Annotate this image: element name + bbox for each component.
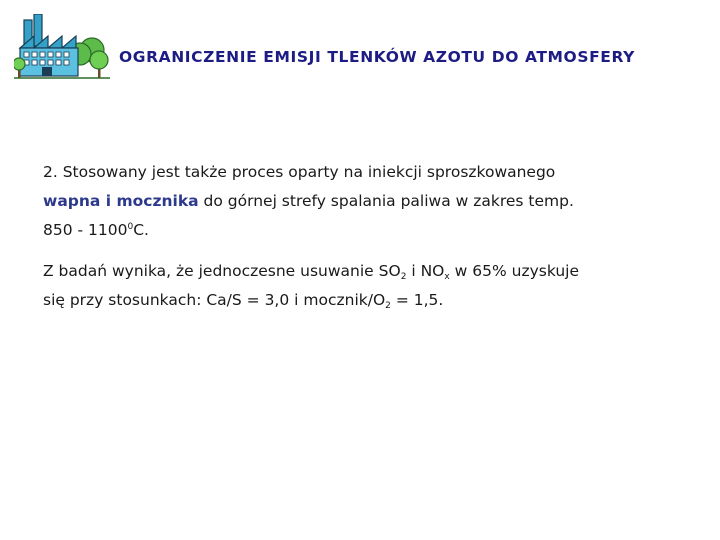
subscript: 2 [400,272,407,282]
temperature-unit: C. [133,221,149,239]
paragraph-process [43,158,703,245]
text-line: 2. Stosowany jest także proces oparty na iniekcji sproszkowanego [43,163,556,181]
paragraph-results [43,257,703,315]
text-line: i NO [406,262,445,280]
text-line: do górnej strefy spalania paliwa w zakres temp. [198,192,574,210]
slide-body [43,158,703,315]
text-line: Z badań wynika, że jednoczesne usuwanie SO [43,262,401,280]
subscript: x [444,272,450,282]
factory-with-trees-icon [14,14,110,84]
temperature-value: 850 - 1100 [43,221,128,239]
superscript: 0 [127,222,134,232]
highlighted-term: wapna i mocznika [43,192,199,210]
subscript: 2 [385,301,391,311]
text-line: = 1,5. [390,291,444,309]
text-line: w 65% uzyskuje [449,262,580,280]
slide-title: OGRANICZENIE EMISJI TLENKÓW AZOTU DO ATMOSFERY [119,48,635,66]
text-line: się przy stosunkach: Ca/S = 3,0 i mocznik/O [43,291,386,309]
